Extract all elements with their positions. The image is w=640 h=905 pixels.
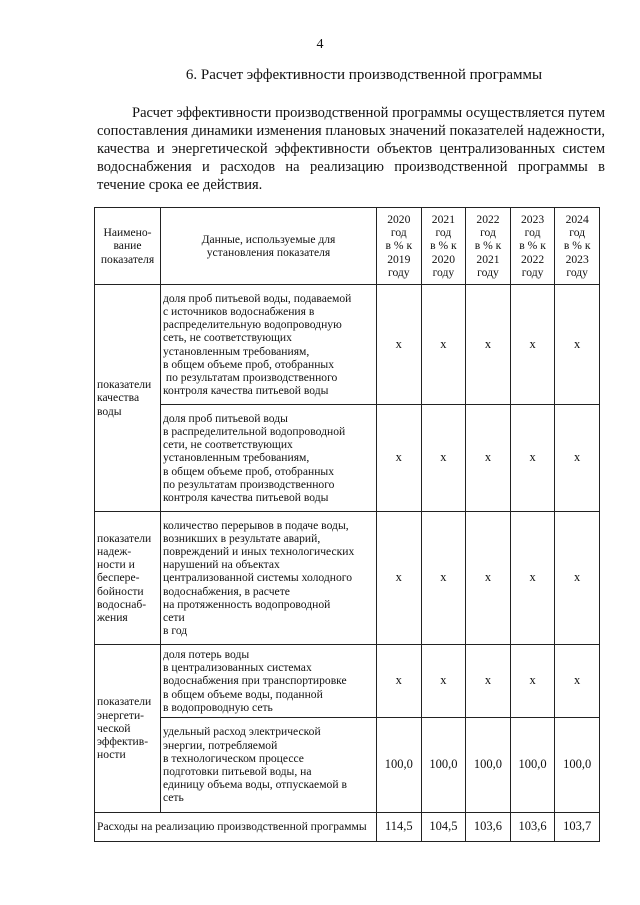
text-line: по результатам производственного — [163, 477, 335, 491]
text-line: повреждений и иных технологических — [163, 544, 355, 558]
value-cell: x — [555, 512, 600, 645]
text-line: установленным требованиям, — [163, 344, 310, 358]
text-line: 2022 — [476, 212, 500, 226]
data-description — [161, 718, 377, 813]
text-line: в % к — [474, 239, 502, 253]
group-quality: показатели качества воды — [95, 285, 161, 512]
text-line: 2023 — [520, 212, 545, 226]
value-cell: 114,5 — [377, 813, 422, 842]
text-line: в общем объеме проб, отобранных — [163, 464, 334, 478]
text-line: сети — [163, 611, 185, 624]
text-line: нарушений на объектах — [163, 558, 280, 572]
text-line: 2020 — [431, 252, 455, 266]
table-row — [95, 512, 600, 645]
value-cell: x — [377, 405, 422, 512]
text-line: год — [390, 226, 407, 240]
value-cell: 100,0 — [466, 718, 511, 813]
value-cell: 100,0 — [555, 718, 600, 813]
header-year — [555, 208, 600, 285]
text-line: год — [524, 226, 541, 240]
value-cell: x — [466, 645, 511, 718]
text-line: в % к — [385, 239, 413, 253]
text-line: сеть — [163, 791, 184, 805]
text-line: возникших в результате аварий, — [163, 531, 321, 545]
group-reliability: показатели надеж-ности и беспере-бойности водоснаб-жения — [95, 512, 161, 645]
text-line: в год — [163, 624, 188, 638]
text-line: контроля качества питьевой воды — [163, 491, 329, 504]
data-description — [161, 285, 377, 405]
value-cell: x — [510, 512, 555, 645]
table-row — [95, 285, 600, 405]
text-line: доля потерь воды — [163, 647, 250, 661]
text-line: в централизованных системах — [163, 661, 312, 675]
value-cell: x — [377, 285, 422, 405]
efficiency-table — [94, 207, 600, 842]
text-line: распределительную водопроводную — [163, 318, 342, 332]
expenses-label: Расходы на реализацию производственной программы — [95, 813, 377, 842]
value-cell: x — [555, 285, 600, 405]
section-heading: 6. Расчет эффективности производственной программы — [185, 67, 543, 83]
text-line: в водопроводную сеть — [163, 700, 273, 714]
value-cell: x — [510, 285, 555, 405]
text-line: году — [432, 265, 455, 279]
table-row — [95, 718, 600, 813]
text-line: в распределительной водопроводной — [163, 424, 346, 438]
header-row — [95, 208, 600, 285]
text-line: в % к — [430, 239, 457, 253]
text-line: год — [435, 226, 452, 240]
text-line: энергии, потребляемой — [163, 738, 278, 752]
text-line: по результатам производственного — [163, 370, 338, 384]
text-line: водоснабжения, в расчете — [163, 584, 290, 598]
value-cell: x — [421, 512, 466, 645]
text-line: 2020 — [387, 212, 411, 226]
text-line: году — [566, 265, 588, 279]
text-line: водоснабжения при транспортировке — [163, 674, 347, 688]
value-cell: x — [421, 405, 466, 512]
text-line: доля проб питьевой воды, подаваемой — [163, 291, 352, 305]
text-line: в общем объеме воды, поданной — [163, 687, 323, 701]
expenses-row — [95, 813, 600, 842]
data-description — [161, 645, 377, 718]
value-cell: x — [421, 285, 466, 405]
value-cell: x — [466, 512, 511, 645]
text-line: с источников водоснабжения в — [163, 304, 315, 318]
text-line: в технологическом процессе — [163, 751, 304, 765]
text-line: количество перерывов в подаче воды, — [163, 518, 349, 532]
value-cell: 103,6 — [510, 813, 555, 842]
text-line: году — [477, 265, 499, 279]
page-number: 4 — [316, 37, 324, 52]
header-year — [466, 208, 511, 285]
text-line: 2022 — [520, 252, 545, 266]
text-line: сети, не соответствующих — [163, 438, 293, 452]
value-cell: x — [421, 645, 466, 718]
table-row — [95, 405, 600, 512]
text-line: подготовки питьевой воды, на — [163, 765, 312, 778]
value-cell: x — [466, 405, 511, 512]
text-line: единицу объема воды, отпускаемой в — [163, 778, 347, 792]
data-description — [161, 405, 377, 512]
value-cell: 103,6 — [466, 813, 511, 842]
text-line: на протяженность водопроводной — [163, 597, 331, 611]
text-line: году — [521, 265, 544, 279]
value-cell: x — [466, 285, 511, 405]
text-line: в % к — [563, 239, 591, 253]
text-line: удельный расход электрической — [163, 725, 321, 739]
text-line: доля проб питьевой воды — [163, 411, 288, 425]
value-cell: x — [510, 405, 555, 512]
value-cell: x — [510, 645, 555, 718]
value-cell: 100,0 — [377, 718, 422, 813]
table-row — [95, 645, 600, 718]
text-line: 2019 — [387, 252, 411, 266]
data-description — [161, 512, 377, 645]
value-cell: x — [555, 405, 600, 512]
intro-paragraph: Расчет эффективности производственной программы осуществляется путем сопоставления динамики изменения плановых значений показателей надежности, качества и энергетической эффективности объектов централизованных систем водоснабжения и расходов на реализацию производственной программы в течение срока ее действия. — [97, 105, 605, 193]
text-line: 2021 — [476, 252, 500, 266]
text-line: 2024 — [565, 212, 589, 226]
value-cell: 104,5 — [421, 813, 466, 842]
value-cell: x — [555, 645, 600, 718]
text-line: сеть, не соответствующих — [163, 331, 292, 345]
header-year — [421, 208, 466, 285]
text-line: централизованной системы холодного — [163, 571, 353, 585]
value-cell: x — [377, 645, 422, 718]
text-line: установленным требованиям, — [163, 451, 310, 465]
text-line: году — [387, 265, 410, 279]
text-line: в общем объеме проб, отобранных — [163, 357, 334, 371]
text-line: контроля качества питьевой воды — [163, 384, 329, 398]
value-cell: 100,0 — [421, 718, 466, 813]
value-cell: x — [377, 512, 422, 645]
text-line: год — [569, 226, 586, 240]
text-line: в % к — [519, 239, 546, 253]
value-cell: 100,0 — [510, 718, 555, 813]
text-line: год — [480, 226, 496, 240]
text-line: 2023 — [565, 252, 589, 266]
group-energy: показатели энергети-ческой эффектив-ности — [95, 645, 161, 813]
header-data: Данные, используемые для установления показателя — [161, 208, 377, 285]
header-year — [377, 208, 422, 285]
text-line: 2021 — [431, 212, 455, 226]
header-year — [510, 208, 555, 285]
value-cell: 103,7 — [555, 813, 600, 842]
header-name: Наимено-вание показателя — [95, 208, 161, 285]
